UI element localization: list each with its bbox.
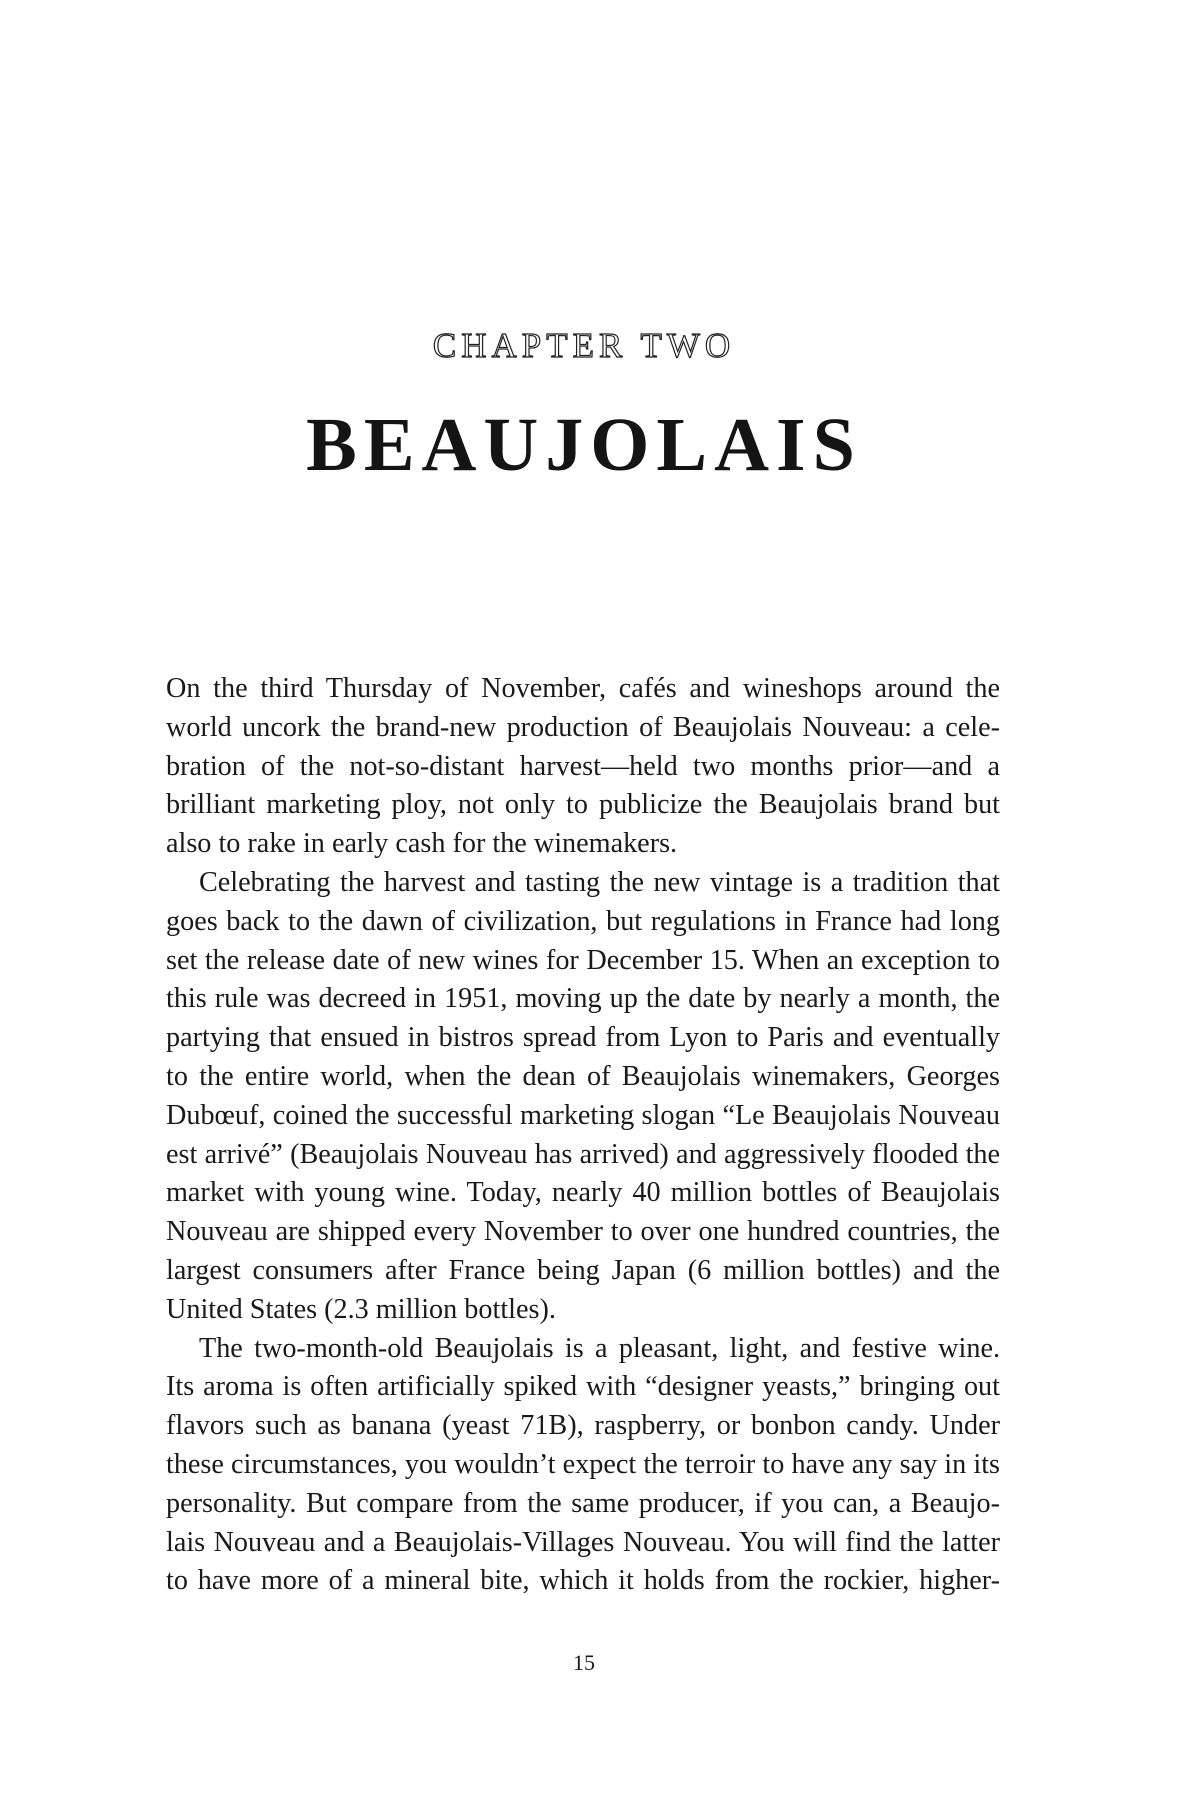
- text-line: Its aroma is often artificially spiked with “designer yeasts,” bringing out: [166, 1371, 1000, 1403]
- text-line: to the entire world, when the dean of Beaujolais winemakers, Georges: [166, 1060, 1000, 1092]
- text-line: also to rake in early cash for the winemakers.: [166, 828, 678, 860]
- text-line: flavors such as banana (yeast 71B), raspberry, or bonbon candy. Under: [166, 1410, 1000, 1442]
- text-line: world uncork the brand-new production of Beaujolais Nouveau: a cele-: [166, 711, 1000, 743]
- text-line: United States (2.3 million bottles).: [166, 1293, 556, 1325]
- text-line: Dubœuf, coined the successful marketing slogan “Le Beaujolais Nouveau: [166, 1099, 1000, 1131]
- chapter-label: CHAPTER TWO: [432, 326, 736, 365]
- text-line: goes back to the dawn of civilization, but regulations in France had long: [166, 905, 1000, 937]
- paragraph-3: [166, 1330, 1000, 1602]
- chapter-title: BEAUJOLAIS: [306, 403, 862, 487]
- text-line: Nouveau are shipped every November to over one hundred countries, the: [166, 1216, 1000, 1248]
- text-line: this rule was decreed in 1951, moving up the date by nearly a month, the: [166, 983, 1000, 1015]
- paragraph-1: [166, 670, 1000, 864]
- text-line: est arrivé” (Beaujolais Nouveau has arrived) and aggressively flooded the: [166, 1138, 1000, 1170]
- text-line: these circumstances, you wouldn’t expect the terroir to have any say in its: [166, 1448, 1000, 1480]
- text-line: largest consumers after France being Japan (6 million bottles) and the: [166, 1254, 1000, 1286]
- text-line: personality. But compare from the same producer, if you can, a Beaujo-: [166, 1487, 1000, 1519]
- text-line: lais Nouveau and a Beaujolais-Villages Nouveau. You will find the latter: [166, 1526, 1000, 1558]
- text-line: The two-month-old Beaujolais is a pleasant, light, and festive wine.: [199, 1332, 1000, 1364]
- paragraph-2: [166, 864, 1000, 1330]
- page-number: 15: [573, 1650, 595, 1675]
- text-line: partying that ensued in bistros spread from Lyon to Paris and eventually: [166, 1022, 1000, 1054]
- text-line: set the release date of new wines for December 15. When an exception to: [166, 944, 1000, 976]
- text-line: brilliant marketing ploy, not only to publicize the Beaujolais brand but: [166, 789, 1000, 821]
- text-line: market with young wine. Today, nearly 40 million bottles of Beaujolais: [166, 1177, 1000, 1209]
- text-line: Celebrating the harvest and tasting the new vintage is a tradition that: [199, 866, 1000, 898]
- text-line: bration of the not-so-distant harvest—held two months prior—and a: [166, 750, 1000, 782]
- body-text: [166, 670, 1000, 1601]
- text-line: to have more of a mineral bite, which it holds from the rockier, higher-: [166, 1565, 1000, 1597]
- text-line: On the third Thursday of November, cafés and wineshops around the: [166, 673, 1000, 704]
